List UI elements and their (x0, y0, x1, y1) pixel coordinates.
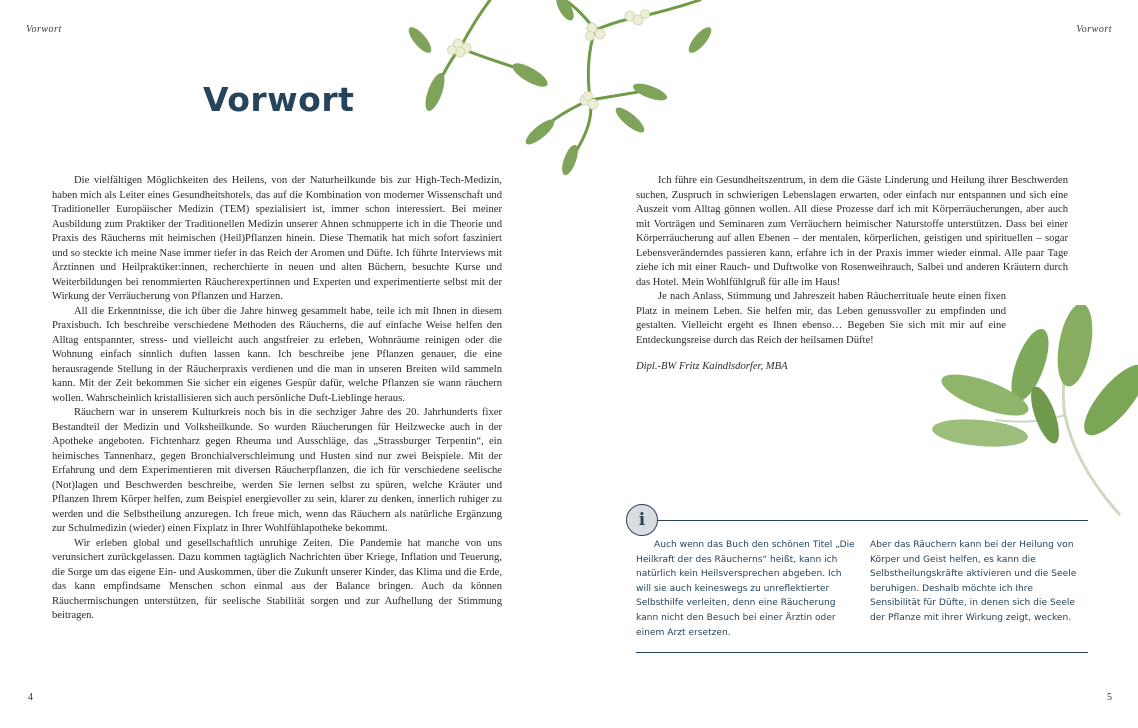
page-number-left: 4 (28, 692, 33, 703)
info-paragraph: Auch wenn das Buch den schönen Titel „Die Heilkraft der des Räucherns“ heißt, kann ich natürlich kein Heilsversprechen abgeben. Ich will sie auch keineswegs zu unreflektierter Selbsthilfe verleiten, denn eine Räucherung kann nicht den Besuch bei einer Ärztin oder einem Arzt ersetzen. (636, 540, 855, 638)
mistletoe-illustration (380, 0, 720, 175)
info-text-column-2 (870, 538, 1086, 626)
paragraph: Die vielfältigen Möglichkeiten des Heilens, von der Naturheilkunde bis zur High-Tech-Medizin, haben mich als Leiter eines Gesundheitshotels, das auf die Kombination von moderner Wissenschaft und Traditioneller Europäischer Medizin (TEM) spezialisiert ist, immer schon interessiert. Bei meiner Ausbildung zum Praktiker der Traditionellen Medizin unserer Ahnen schnupperte ich in die Theorie und Praxis des Räucherns mit heimischen (Heil)Pflanzen hinein. Diese Thematik hat mich sofort fasziniert und so steckte ich meine Nase immer tiefer in das Reich der Aromen und Düfte. Ich führte Interviews mit Ärztinnen und Heilpraktiker:innen, recherchierte in neuen und alten Büchern, besuchte Kurse und Weiterbildungen bei renommierten Räucherexpertinnen und Experten und experimentierte selbst mit der Wirkung der Verräucherung von Pflanzen und Harzen. (52, 175, 502, 302)
divider (656, 520, 1088, 521)
paragraph: Je nach Anlass, Stimmung und Jahreszeit haben Räucherrituale heute einen fixen Platz in meinem Leben. Sie helfen mir, das Leben genussvoller zu empfinden und gestalten. Vielleicht ergeht es Ihnen ebenso… Begeben Sie sich mit mir auf eine Entdeckungsreise durch das Reich der heilsamen Düfte! (636, 291, 1006, 346)
paragraph: All die Erkenntnisse, die ich über die Jahre hinweg gesammelt habe, teile ich mit Ihnen in diesem Praxisbuch. Ich beschreibe verschiedene Methoden des Räucherns, die auf einfache Weise helfen den Alltag entspannter, stress- und vielleicht auch angstfreier zu erleben, Wohnräume reinigen oder die Wohnung einfach sinnlich duften lassen kann. Ich beschreibe jene Pflanzen genauer, die eine herausragende Stellung in der Räucherpraxis verdienen und die man in unseren Breiten wild sammeln kann. Mit der Zeit bekommen Sie sicher ein eigenes Gespür dafür, welche Pflanzen sie wann räuchern wollen. Wahrscheinlich kristallisieren sich auch persönliche Duft-Lieblinge heraus. (52, 305, 502, 404)
right-text-column (636, 174, 1068, 375)
info-text-column-1 (636, 538, 858, 640)
page-number-right: 5 (1107, 692, 1112, 703)
paragraph: Räuchern war in unserem Kulturkreis noch bis in die sechziger Jahre des 20. Jahrhunderts fixer Bestandteil der Medizin und Volksheilkunde. So wurden Räucherungen für Heilzwecke auch in der Apotheke angeboten. Fichtenharz gegen Rheuma und Ausschläge, das „Strassburger Terpentin“, ein heimisches Tannenharz, gegen Bronchialverschleimung und Husten sind nur zwei Beispiele. Mit der Erfahrung und dem Experimentieren mit diversen Räucherpflanzen, die ich für verschiedene seelische (Not)lagen und Beschwerden beschreibe, werden Sie lernen selbst zu spüren, welche Kräuter und Pflanzen Ihrem Körper helfen, zum Beispiel energievoller zu sein, klarer zu denken, innerlich ruhiger zu werden und die Selbstheilung anzuregen. Ich freue mich, wenn das Räuchern als natürliche Ergänzung zur Schulmedizin (wieder) einen Fixplatz in Ihrer Wohlfühlapotheke bekommt. (52, 407, 502, 534)
chapter-title: Vorwort (203, 80, 355, 119)
info-box (626, 504, 1088, 654)
author-signature: Dipl.-BW Fritz Kaindlsdorfer, MBA (636, 361, 788, 372)
divider (636, 652, 1088, 653)
info-paragraph: Aber das Räuchern kann bei der Heilung von Körper und Geist helfen, es kann die Selbstheilungskräfte aktivieren und die Seele beruhigen. Deshalb möchte ich Ihre Sensibilität für Düfte, in denen sich die Seele der Pflanze mit ihrer Wirkung zeigt, wecken. (870, 540, 1077, 623)
paragraph: Wir erleben global und gesellschaftlich unruhige Zeiten. Die Pandemie hat manche von uns verunsichert zurückgelassen. Dazu kommen tagtäglich Nachrichten über Kriege, Inflation und Teuerung, die Sorge um das eigene Ein- und Auskommen, über die Zukunft unserer Kinder, das Klima und die Erde, das kann empfindsame Menschen schon einmal aus der Balance bringen. Auch da können Räuchermischungen unterstützen, für seelische Stabilität sorgen und zur Aufhellung der Stimmung beitragen. (52, 537, 502, 621)
running-head-left: Vorwort (26, 24, 62, 35)
running-head-right: Vorwort (1076, 24, 1112, 35)
left-text-column (52, 174, 502, 624)
paragraph: Ich führe ein Gesundheitszentrum, in dem die Gäste Linderung und Heilung ihrer Beschwerden suchen, Zuspruch in schwierigen Lebenslagen erwarten, oder einfach nur entspannen und sich eine Auszeit vom Alltag gönnen wollen. All diese Prozesse darf ich mit Körperräucherungen, aber auch mit Vorträgen und Seminaren zum Verräuchern heimischer Naturstoffe unterstützen. Dass bei einer Körperräucherung auf allen Ebenen – der mentalen, körperlichen, geistigen und spirituellen – sogar Lebensveränderndes passieren kann, erfahre ich in der Praxis immer wieder einmal. Alle paar Tage ziehe ich mit einer Rauch- und Duftwolke von Rosenweihrauch, Salbei und anderen Kräutern durch das Hotel. Mein Wohlfühlgruß für alle im Haus! (636, 175, 1068, 288)
info-icon: i (626, 504, 658, 536)
